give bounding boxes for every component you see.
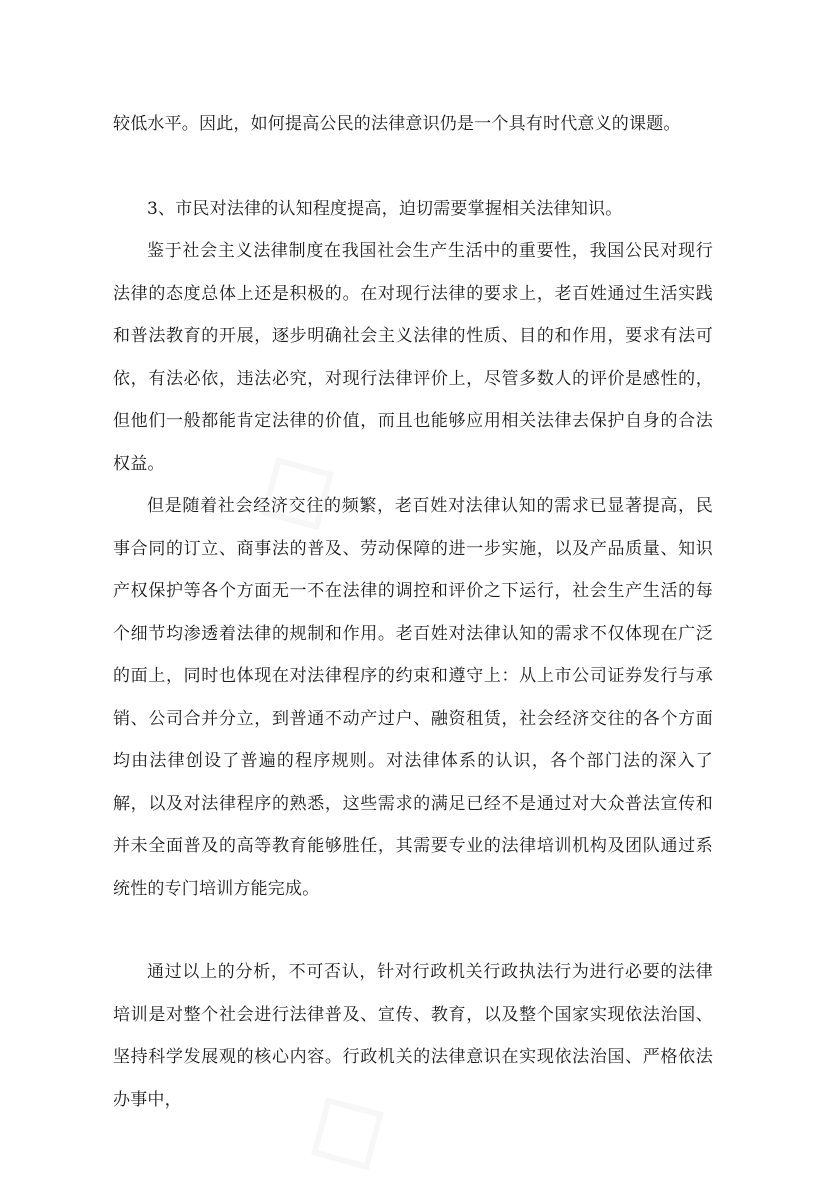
document-body	[113, 103, 713, 1121]
watermark: ◇	[224, 405, 367, 563]
watermark: ◇	[274, 1045, 417, 1202]
paragraph: 但是随着社会经济交往的频繁，老百姓对法律认知的需求已显著提高，民事合同的订立、商事法的普及、劳动保障的进一步实施，以及产品质量、知识产权保护等各个方面无一不在法律的调控和评价之下运行，社会生产生活的每个细节均渗透着法律的规制和作用。老百姓对法律认知的需求不仅体现在广泛的面上，同时也体现在对法律程序的约束和遵守上：从上市公司证券发行与承销、公司合并分立，到普通不动产过户、融资租赁，社会经济交往的各个方面均由法律创设了普遍的程序规则。对法律体系的认识，各个部门法的深入了解，以及对法律程序的熟悉，这些需求的满足已经不是通过对大众普法宣传和并未全面普及的高等教育能够胜任，其需要专业的法律培训机构及团队通过系统性的专门培训方能完成。	[113, 496, 713, 899]
section-heading: 3、市民对法律的认知程度提高，迫切需要掌握相关法律知识。	[147, 198, 623, 219]
paragraph: 鉴于社会主义法律制度在我国社会生产生活中的重要性，我国公民对现行法律的态度总体上还是积极的。在对现行法律的要求上，老百姓通过生活实践和普法教育的开展，逐步明确社会主义法律的性质、目的和作用，要求有法可依，有法必依，违法必究，对现行法律评价上，尽管多数人的评价是感性的，但他们一般都能肯定法律的价值，而且也能够应用相关法律去保护自身的合法权益。	[113, 241, 713, 474]
paragraph-continuation: 较低水平。因此，如何提高公民的法律意识仍是一个具有时代意义的课题。	[113, 114, 681, 134]
paragraph: 通过以上的分析，不可否认，针对行政机关行政执法行为进行必要的法律培训是对整个社会进行法律普及、宣传、教育，以及整个国家实现依法治国、坚持科学发展观的核心内容。行政机关的法律意识在实现依法治国、严格依法办事中，	[113, 962, 713, 1110]
